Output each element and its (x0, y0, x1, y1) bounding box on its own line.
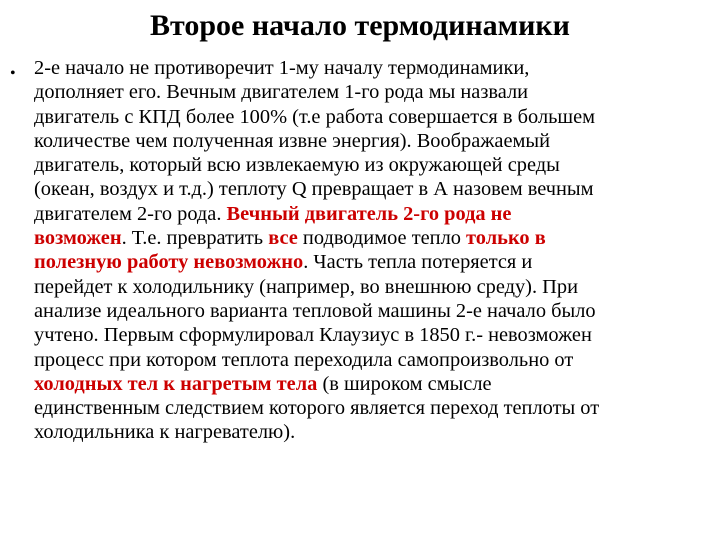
text-line (34, 323, 714, 347)
bullet-point: • (10, 65, 16, 82)
text-line (34, 250, 714, 274)
text-line (34, 177, 714, 201)
text-run: процесс при котором теплота переходила самопроизвольно от (34, 348, 574, 371)
text-line (34, 420, 714, 444)
text-line (34, 56, 714, 80)
text-run: (океан, воздух и т.д.) теплоту Q превращает в А назовем вечным (34, 178, 594, 201)
text-run: перейдет к холодильнику (например, во внешнюю среду). При (34, 275, 578, 298)
text-line (34, 129, 714, 153)
text-run: (в широком смысле (317, 372, 492, 395)
text-line (34, 226, 714, 250)
text-run: холодильника к нагревателю). (34, 421, 296, 444)
text-run: 2-е начало не противоречит 1-му началу термодинамики, (34, 57, 530, 79)
slide-body-text (34, 56, 714, 445)
highlighted-text: все (268, 227, 298, 250)
text-line (34, 153, 714, 177)
text-run: дополняет его. Вечным двигателем 1-го рода мы назвали (34, 81, 529, 104)
text-run: количестве чем полученная извне энергия). Воображаемый (34, 129, 551, 152)
highlighted-text: полезную работу невозможно (34, 251, 304, 274)
highlighted-text: только в (466, 227, 546, 250)
text-line (34, 299, 714, 323)
text-run: . Часть тепла потеряется и (303, 251, 533, 274)
text-line (34, 80, 714, 104)
text-run: двигателем 2-го рода. (34, 202, 227, 225)
text-run: учтено. Первым сформулировал Клаузиус в 1850 г.- невозможен (34, 324, 592, 347)
slide-title: Второе начало термодинамики (150, 9, 570, 42)
highlighted-text: возможен (34, 227, 122, 250)
text-run: . Т.е. превратить (121, 227, 269, 250)
text-run: двигатель с КПД более 100% (т.е работа совершается в большем (34, 105, 596, 128)
text-run: анализе идеального варианта тепловой машины 2-е начало было (34, 299, 596, 322)
text-line (34, 202, 714, 226)
highlighted-text: холодных тел к нагретым тела (34, 372, 318, 395)
text-run: единственным следствием которого является переход теплоты от (34, 397, 600, 420)
text-run: двигатель, который всю извлекаемую из окружающей среды (34, 154, 560, 177)
highlighted-text: Вечный двигатель 2-го рода не (226, 202, 512, 225)
text-line (34, 275, 714, 299)
text-line (34, 396, 714, 420)
text-line (34, 105, 714, 129)
text-run: подводимое тепло (297, 227, 467, 250)
text-line (34, 372, 714, 396)
text-line (34, 348, 714, 372)
